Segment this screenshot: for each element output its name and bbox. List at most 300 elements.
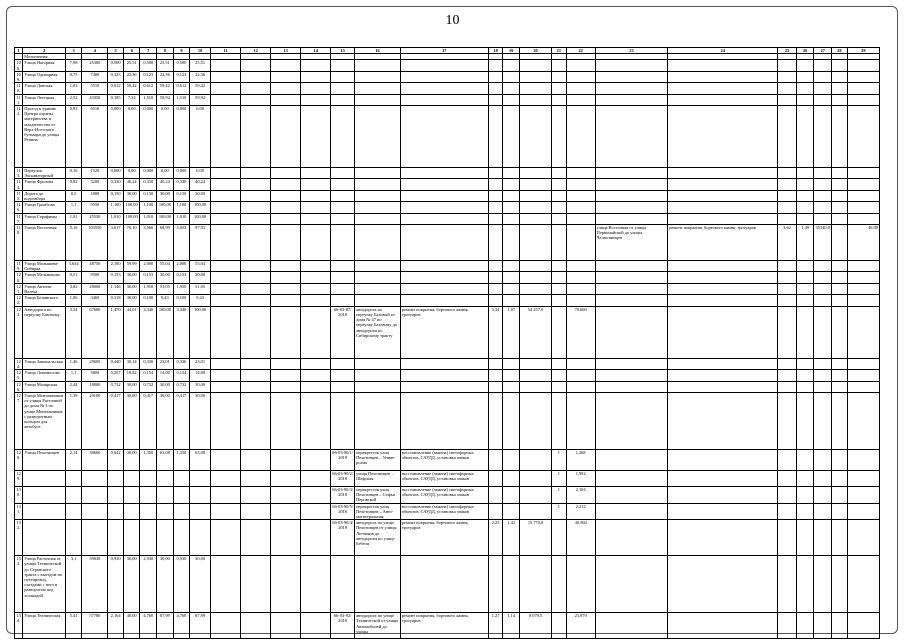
table-cell-col-14 — [301, 106, 331, 168]
table-cell-col-11 — [210, 486, 240, 503]
table-cell-col-9 — [173, 520, 190, 556]
table-cell-col-18 — [488, 295, 503, 306]
table-cell-col-2 — [23, 520, 66, 556]
table-cell-col-7: 0,417 — [140, 392, 157, 449]
table-cell-col-4: 1800 — [82, 190, 108, 201]
table-cell-col-10: 0,00 — [190, 106, 211, 168]
table-cell-col-25 — [778, 272, 797, 283]
table-cell-col-19: 1,14 — [503, 613, 520, 639]
table-cell-col-17 — [400, 272, 488, 283]
table-cell-col-23 — [595, 202, 668, 213]
table-cell-col-13 — [271, 94, 301, 105]
table-cell-col-7: 0,153 — [140, 272, 157, 283]
table-cell-col-28 — [832, 470, 848, 486]
table-cell-col-8 — [157, 520, 174, 556]
table-cell-col-22 — [566, 283, 595, 294]
table-cell-col-22 — [566, 556, 595, 613]
table-cell-col-27 — [814, 190, 832, 201]
table-cell-col-21 — [552, 392, 567, 449]
table-row — [15, 213, 880, 224]
table-cell-col-22 — [566, 168, 595, 179]
table-row — [15, 381, 880, 392]
table-cell-col-5: 0,330 — [108, 179, 124, 190]
table-cell-col-8: 100,00 — [157, 213, 174, 224]
table-cell-col-26 — [796, 261, 814, 272]
table-cell-col-14 — [301, 261, 331, 272]
table-cell-col-22: 2,212 — [566, 503, 595, 520]
table-cell-col-17 — [400, 358, 488, 369]
table-cell-col-14 — [301, 370, 331, 381]
table-cell-col-17: восстановление (замена) светофорных объектов, САУДД, установка знаков — [400, 449, 488, 470]
table-cell-col-6: 30,14 — [123, 358, 140, 369]
table-cell-col-15: 66-03-90/2/ 2018 — [331, 470, 355, 486]
table-cell-col-14 — [301, 213, 331, 224]
table-cell-col-23: улица Восточная от улицы Первомайской до улицы Челюскинцев — [595, 225, 668, 261]
column-header-9: 9 — [173, 48, 190, 54]
table-cell-col-12 — [241, 520, 271, 556]
table-cell-col-4: 28000 — [82, 283, 108, 294]
table-cell-col-14 — [301, 449, 331, 470]
table-cell-col-17 — [400, 213, 488, 224]
table-cell-col-20 — [519, 358, 551, 369]
table-cell-col-24 — [668, 94, 778, 105]
table-cell-col-2 — [23, 503, 66, 520]
table-cell-col-27 — [814, 520, 832, 556]
table-cell-col-12 — [241, 272, 271, 283]
table-cell-col-15 — [331, 225, 355, 261]
table-cell-col-9 — [173, 486, 190, 503]
table-cell-col-17 — [400, 83, 488, 94]
table-cell-col-19 — [503, 261, 520, 272]
table-cell-col-21: 1 — [552, 503, 567, 520]
table-cell-col-18: 1,27 — [488, 613, 503, 639]
table-cell-col-26 — [796, 60, 814, 71]
table-cell-col-18 — [488, 272, 503, 283]
table-cell-col-26 — [796, 503, 814, 520]
table-cell-col-28 — [832, 94, 848, 105]
table-cell-col-20 — [519, 370, 551, 381]
table-cell-col-13 — [271, 272, 301, 283]
table-cell-col-6: 40,00 — [123, 613, 140, 639]
table-cell-col-16 — [355, 190, 401, 201]
table-cell-col-26 — [796, 106, 814, 168]
table-cell-col-23 — [595, 261, 668, 272]
table-cell-col-2: Улица Техническая — [23, 613, 66, 639]
table-cell-col-7: 0,732 — [140, 381, 157, 392]
table-cell-col-18 — [488, 179, 503, 190]
table-cell-col-27 — [814, 261, 832, 272]
table-cell-col-17: ремонт покрытия, бортового камня, тротуаров — [400, 613, 488, 639]
table-cell-col-6: 22,36 — [123, 71, 140, 82]
table-cell-col-4: 5800 — [82, 370, 108, 381]
table-cell-col-25 — [778, 283, 797, 294]
table-cell-col-29 — [847, 358, 879, 369]
table-cell-col-18: 3,34 — [488, 306, 503, 358]
table-cell-col-24 — [668, 60, 778, 71]
table-cell-col-21: 1 — [552, 470, 567, 486]
table-cell-col-1: 116. — [15, 202, 23, 213]
table-cell-col-14 — [301, 556, 331, 613]
table-cell-col-19 — [503, 106, 520, 168]
table-cell-col-11 — [210, 381, 240, 392]
table-cell-col-25 — [778, 202, 797, 213]
table-cell-col-20 — [519, 94, 551, 105]
table-cell-col-1: 122. — [16, 295, 21, 306]
table-cell-col-27 — [814, 306, 832, 358]
table-cell-col-27 — [814, 83, 832, 94]
table-cell-col-21 — [552, 520, 567, 556]
table-cell-col-21 — [552, 261, 567, 272]
table-cell-col-17: ремонт покрытия, бортового камня, тротуаров — [400, 306, 488, 358]
table-cell-col-7: 3,560 — [140, 225, 157, 261]
table-cell-col-24 — [668, 556, 778, 613]
table-cell-col-8: 59,92 — [157, 94, 174, 105]
table-cell-col-8: 25,51 — [157, 60, 174, 71]
column-header-2: 2 — [23, 48, 66, 54]
table-cell-col-13 — [271, 179, 301, 190]
table-cell-col-16 — [355, 381, 401, 392]
table-cell-col-19 — [503, 213, 520, 224]
column-header-17: 17 — [400, 48, 488, 54]
table-cell-col-13 — [271, 503, 301, 520]
table-cell-col-6: 30,00 — [123, 381, 140, 392]
table-cell-col-1: 127. — [15, 392, 23, 449]
table-cell-col-16 — [355, 168, 401, 179]
table-cell-col-9: 0,153 — [173, 272, 190, 283]
table-cell-col-3 — [65, 470, 82, 486]
table-cell-col-20: 15 770,0 — [519, 520, 551, 556]
column-header-26: 26 — [796, 48, 814, 54]
table-cell-col-26 — [796, 190, 814, 201]
table-cell-col-5: 0,207 — [108, 370, 124, 381]
table-row — [15, 503, 880, 520]
table-cell-col-24 — [668, 470, 778, 486]
table-cell-col-25 — [778, 470, 797, 486]
column-header-8: 8 — [157, 48, 174, 54]
table-cell-col-24 — [668, 295, 778, 306]
table-cell-col-11 — [210, 71, 240, 82]
table-cell-col-26 — [796, 486, 814, 503]
table-cell-col-13 — [271, 106, 301, 168]
table-cell-col-4: 20100 — [82, 392, 108, 449]
table-cell-col-24 — [668, 449, 778, 470]
table-cell-col-15 — [331, 392, 355, 449]
table-cell-col-5: 0,318 — [108, 295, 124, 306]
table-cell-col-23 — [595, 449, 668, 470]
table-cell-col-8: 30,00 — [157, 392, 174, 449]
table-cell-col-29 — [847, 179, 879, 190]
table-cell-col-24 — [668, 381, 778, 392]
table-cell-col-16 — [355, 358, 401, 369]
table-cell-col-15 — [331, 106, 355, 168]
table-cell-col-3: 1,03 — [65, 83, 82, 94]
table-cell-col-26 — [796, 306, 814, 358]
table-cell-col-8: 100,00 — [157, 306, 174, 358]
table-cell-col-27 — [814, 358, 832, 369]
table-cell-col-9: 0,336 — [173, 358, 190, 369]
table-cell-col-29 — [847, 486, 879, 503]
table-cell-col-20 — [519, 295, 551, 306]
table-cell-col-10: 30,00 — [190, 556, 211, 613]
table-cell-col-22: 2,104 — [566, 486, 595, 503]
table-cell-col-2: Улица Мельникова — [23, 272, 66, 283]
table-cell-col-24 — [668, 283, 778, 294]
table-cell-col-25 — [778, 71, 797, 82]
table-cell-col-6: 25,51 — [123, 60, 140, 71]
table-row — [15, 470, 880, 486]
table-cell-col-6: 30,00 — [123, 449, 140, 470]
table-cell-col-29 — [847, 449, 879, 470]
table-cell-col-27 — [814, 179, 832, 190]
column-header-22: 22 — [566, 48, 595, 54]
table-cell-col-4: 5510 — [82, 83, 108, 94]
table-cell-col-23 — [595, 370, 668, 381]
column-header-25: 25 — [778, 48, 797, 54]
table-cell-col-10: 30,00 — [190, 392, 211, 449]
table-cell-col-23 — [595, 190, 668, 201]
table-cell-col-10 — [190, 503, 211, 520]
table-cell-col-25 — [778, 503, 797, 520]
table-row — [15, 168, 880, 179]
table-cell-col-7: 0,500 — [140, 60, 157, 71]
table-cell-col-8: 68,99 — [157, 225, 174, 261]
table-cell-col-11 — [210, 449, 240, 470]
table-cell-col-14 — [301, 60, 331, 71]
table-cell-col-22: 70,600 — [566, 306, 595, 358]
table-cell-col-24 — [668, 613, 778, 639]
table-cell-col-23 — [595, 470, 668, 486]
table-cell-col-19 — [503, 94, 520, 105]
table-cell-col-8 — [157, 486, 174, 503]
table-cell-col-20: 8 079,5 — [519, 613, 551, 639]
table-cell-col-21 — [552, 358, 567, 369]
column-header-28: 28 — [832, 48, 848, 54]
table-cell-col-2: Улица Расточная от улицы Технической до Серовского тракта с выездом на путепровод, съездами с него и разворотом под эстакадой — [23, 556, 66, 613]
table-cell-col-22 — [566, 71, 595, 82]
table-cell-col-10: 40,24 — [190, 179, 211, 190]
table-cell-col-7: 0,100 — [140, 295, 157, 306]
table-cell-col-11 — [210, 470, 240, 486]
table-cell-col-1: 108. — [16, 60, 21, 71]
table-cell-col-6: 100,00 — [123, 213, 140, 224]
table-cell-col-15 — [331, 60, 355, 71]
table-cell-col-13 — [271, 71, 301, 82]
table-cell-col-4: 9550 — [82, 202, 108, 213]
column-header-16: 16 — [355, 48, 401, 54]
table-cell-col-7 — [140, 486, 157, 503]
table-cell-col-28 — [832, 503, 848, 520]
table-cell-col-3: 3,634 — [65, 261, 82, 272]
table-cell-col-6: 59,42 — [123, 83, 140, 94]
table-row — [15, 486, 880, 503]
table-cell-col-17 — [400, 60, 488, 71]
table-cell-col-23 — [595, 358, 668, 369]
table-cell-col-12 — [241, 261, 271, 272]
table-cell-col-5: 1,146 — [108, 283, 124, 294]
table-cell-col-19 — [503, 503, 520, 520]
table-cell-col-14 — [301, 283, 331, 294]
table-cell-col-8: 30,00 — [157, 190, 174, 201]
table-cell-col-27 — [814, 486, 832, 503]
table-cell-col-22 — [566, 106, 595, 168]
table-cell-col-15 — [331, 556, 355, 613]
table-cell-col-29 — [847, 470, 879, 486]
table-cell-col-21 — [552, 83, 567, 94]
table-cell-col-23 — [595, 503, 668, 520]
column-header-15: 15 — [331, 48, 355, 54]
table-cell-col-13 — [271, 613, 301, 639]
table-cell-col-26 — [796, 520, 814, 556]
table-cell-col-28 — [832, 392, 848, 449]
table-cell-col-20 — [519, 470, 551, 486]
table-cell-col-12 — [241, 202, 271, 213]
table-cell-col-3: 3,1 — [65, 556, 82, 613]
table-cell-col-20 — [519, 392, 551, 449]
table-cell-col-7: 1,350 — [140, 449, 157, 470]
column-header-24: 24 — [668, 48, 778, 54]
table-cell-col-3: 0,16 — [65, 168, 82, 179]
column-header-21: 21 — [552, 48, 567, 54]
table-cell-col-17 — [400, 381, 488, 392]
table-cell-col-28 — [832, 190, 848, 201]
table-cell-col-26 — [796, 392, 814, 449]
table-cell-col-9: 1,950 — [173, 283, 190, 294]
table-cell-col-7 — [140, 503, 157, 520]
table-cell-col-12 — [241, 83, 271, 94]
table-cell-col-12 — [241, 213, 271, 224]
table-cell-col-12 — [241, 71, 271, 82]
table-cell-col-20 — [519, 83, 551, 94]
table-cell-col-13 — [271, 520, 301, 556]
table-cell-col-29 — [847, 213, 879, 224]
roads-table — [14, 47, 880, 639]
table-cell-col-24 — [668, 358, 778, 369]
table-cell-col-16: перекресток улиц Пехотинцев – Автомагистральная — [355, 503, 401, 520]
table-cell-col-18 — [488, 381, 503, 392]
table-cell-col-5: 0,153 — [108, 272, 124, 283]
table-cell-col-28 — [832, 358, 848, 369]
table-cell-col-15 — [331, 295, 355, 306]
table-cell-col-11 — [210, 306, 240, 358]
table-cell-col-13 — [271, 190, 301, 201]
table-cell-col-19 — [503, 283, 520, 294]
table-cell-col-15: 66-03-90/1/ 2018 — [331, 449, 355, 470]
table-cell-col-9: 0,732 — [173, 381, 190, 392]
table-cell-col-8: 40,24 — [157, 179, 174, 190]
table-cell-col-3: 5,16 — [65, 225, 82, 261]
table-cell-col-23 — [595, 283, 668, 294]
table-cell-col-7: 4,760 — [140, 613, 157, 639]
table-cell-col-2: Улица Громбова — [23, 202, 66, 213]
table-cell-col-1: 133. — [15, 556, 23, 613]
table-cell-col-12 — [241, 449, 271, 470]
table-cell-col-15 — [331, 94, 355, 105]
table-cell-col-1: 121. — [16, 283, 21, 295]
table-cell-col-8: 63,08 — [157, 449, 174, 470]
table-cell-col-23 — [595, 392, 668, 449]
table-cell-col-5: 0,930 — [108, 556, 124, 613]
table-cell-col-20 — [519, 283, 551, 294]
table-cell-col-22 — [566, 94, 595, 105]
table-cell-col-8: 9,43 — [157, 295, 174, 306]
table-cell-col-20 — [519, 106, 551, 168]
table-cell-col-2: Улица Фролова — [23, 179, 66, 190]
table-cell-col-14 — [301, 71, 331, 82]
table-cell-col-16 — [355, 295, 401, 306]
table-cell-col-12 — [241, 556, 271, 613]
table-cell-col-1: 124. — [16, 358, 21, 369]
table-cell-col-27 — [814, 71, 832, 82]
table-cell-col-23 — [595, 486, 668, 503]
table-cell-col-18 — [488, 168, 503, 179]
table-cell-col-8: 100,00 — [157, 202, 174, 213]
table-cell-col-20 — [519, 556, 551, 613]
table-cell-col-10: 30,00 — [190, 190, 211, 201]
table-cell-col-24 — [668, 213, 778, 224]
table-cell-col-27 — [814, 202, 832, 213]
table-cell-col-20 — [519, 190, 551, 201]
table-cell-col-28 — [832, 225, 848, 261]
table-cell-col-28 — [832, 272, 848, 283]
table-cell-col-18 — [488, 190, 503, 201]
table-cell-col-2 — [23, 486, 66, 503]
table-cell-col-21 — [552, 202, 567, 213]
table-cell-col-9: 0,154 — [173, 370, 190, 381]
table-cell-col-16 — [355, 179, 401, 190]
table-cell-col-4 — [82, 486, 108, 503]
table-cell-col-10: 0,00 — [190, 168, 211, 179]
table-row — [15, 60, 880, 71]
table-cell-col-19 — [503, 190, 520, 201]
table-cell-col-4 — [82, 470, 108, 486]
table-cell-col-27: 35340,0 — [814, 225, 832, 261]
table-cell-col-14 — [301, 190, 331, 201]
table-cell-col-4: 1520 — [82, 168, 108, 179]
table-cell-col-5: 2,180 — [108, 261, 124, 272]
table-cell-col-18 — [488, 358, 503, 369]
table-cell-col-22 — [566, 272, 595, 283]
table-cell-col-24 — [668, 503, 778, 520]
table-cell-col-28 — [832, 168, 848, 179]
table-cell-col-28 — [832, 83, 848, 94]
table-row — [15, 272, 880, 283]
table-cell-col-23 — [595, 295, 668, 306]
table-cell-col-7: 0,000 — [140, 168, 157, 179]
table-cell-col-7: 0,330 — [140, 179, 157, 190]
table-cell-col-21 — [552, 168, 567, 179]
table-cell-col-2: Автодорога по переулку Базовому — [23, 306, 66, 358]
table-cell-col-18 — [488, 486, 503, 503]
table-cell-col-16: автодорога по улице Технической от улицы Автомобилей до улицы — [355, 613, 401, 639]
table-cell-col-22 — [566, 392, 595, 449]
table-cell-col-11 — [210, 225, 240, 261]
table-cell-col-19 — [503, 449, 520, 470]
table-cell-col-18 — [488, 503, 503, 520]
table-cell-col-8 — [157, 503, 174, 520]
table-cell-col-18 — [488, 94, 503, 105]
table-cell-col-8: 55,04 — [157, 261, 174, 272]
table-cell-col-8: 30,00 — [157, 381, 174, 392]
table-cell-col-6 — [123, 520, 140, 556]
table-cell-col-18 — [488, 106, 503, 168]
table-cell-col-22 — [566, 83, 595, 94]
table-cell-col-18 — [488, 60, 503, 71]
table-cell-col-29 — [847, 261, 879, 272]
table-cell-col-1: 115. — [15, 190, 23, 201]
table-cell-col-17 — [400, 190, 488, 201]
table-cell-col-29 — [847, 370, 879, 381]
table-cell-col-11 — [210, 168, 240, 179]
